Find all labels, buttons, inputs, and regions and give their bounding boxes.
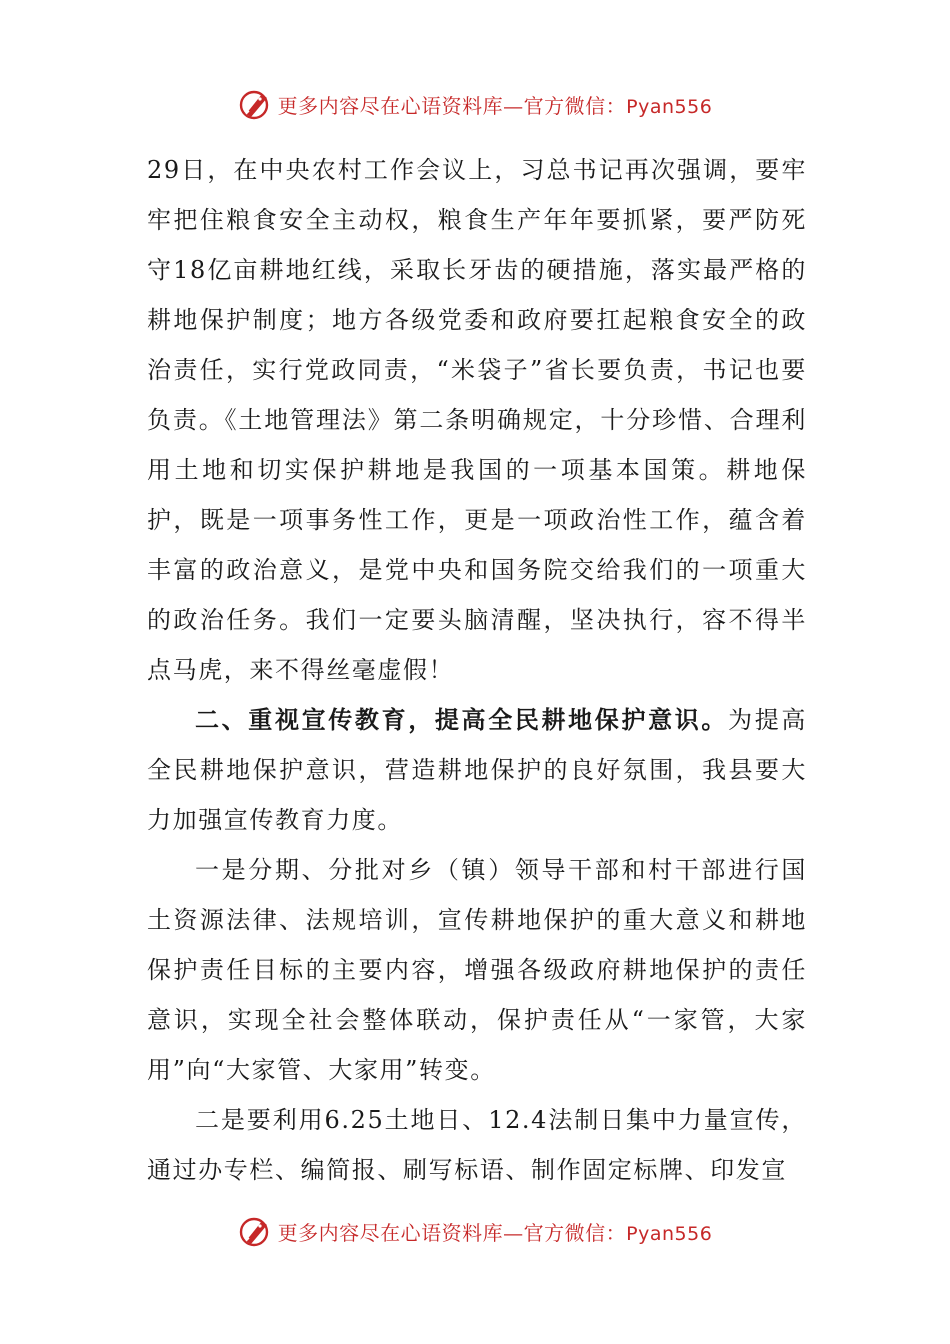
pen-logo-icon (238, 87, 272, 121)
banner-slogan: 更多内容尽在心语资料库—官方微信： (277, 93, 627, 118)
wechat-account: Pyan556 (626, 95, 713, 118)
paragraph-3: 一是分期、分批对乡（镇）领导干部和村干部进行国土资源法律、法规培训，宣传耕地保护的重大意义和耕地保护责任目标的主要内容，增强各级政府耕地保护的责任意识，实现全社会整体联动，保护责任从“一家管，大家用”向“大家管、大家用”转变。 (147, 856, 807, 1084)
pen-logo-icon (238, 1214, 272, 1248)
wechat-account: Pyan556 (626, 1222, 713, 1245)
paragraph-2 (147, 695, 807, 845)
paragraph-2-body: 为提高全民耕地保护意识，营造耕地保护的良好氛围，我县要大力加强宣传教育力度。 (147, 706, 807, 834)
paragraph-1: 29日，在中央农村工作会议上，习总书记再次强调，要牢牢把住粮食安全主动权，粮食生产年年要抓紧，要严防死守18亿亩耕地红线，采取长牙齿的硬措施，落实最严格的耕地保护制度；地方各级党委和政府要扛起粮食安全的政治责任，实行党政同责，“米袋子”省长要负责，书记也要负责。《土地管理法》第二条明确规定，十分珍惜、合理利用土地和切实保护耕地是我国的一项基本国策。耕地保护，既是一项事务性工作，更是一项政治性工作，蕴含着丰富的政治意义，是党中央和国务院交给我们的一项重大的政治任务。我们一定要头脑清醒，坚决执行，容不得半点马虎，来不得丝毫虚假！ (147, 156, 807, 684)
banner-text (278, 90, 713, 119)
footer-banner (0, 1211, 950, 1251)
banner-slogan: 更多内容尽在心语资料库—官方微信： (277, 1220, 627, 1245)
section-heading: 二、重视宣传教育，提高全民耕地保护意识。 (195, 705, 729, 734)
paragraph-4: 二是要利用6.25土地日、12.4法制日集中力量宣传，通过办专栏、编简报、刷写标语、制作固定标牌、印发宣 (147, 1106, 807, 1184)
document-body (147, 145, 807, 1195)
banner-text (278, 1217, 713, 1246)
header-banner (0, 84, 950, 124)
